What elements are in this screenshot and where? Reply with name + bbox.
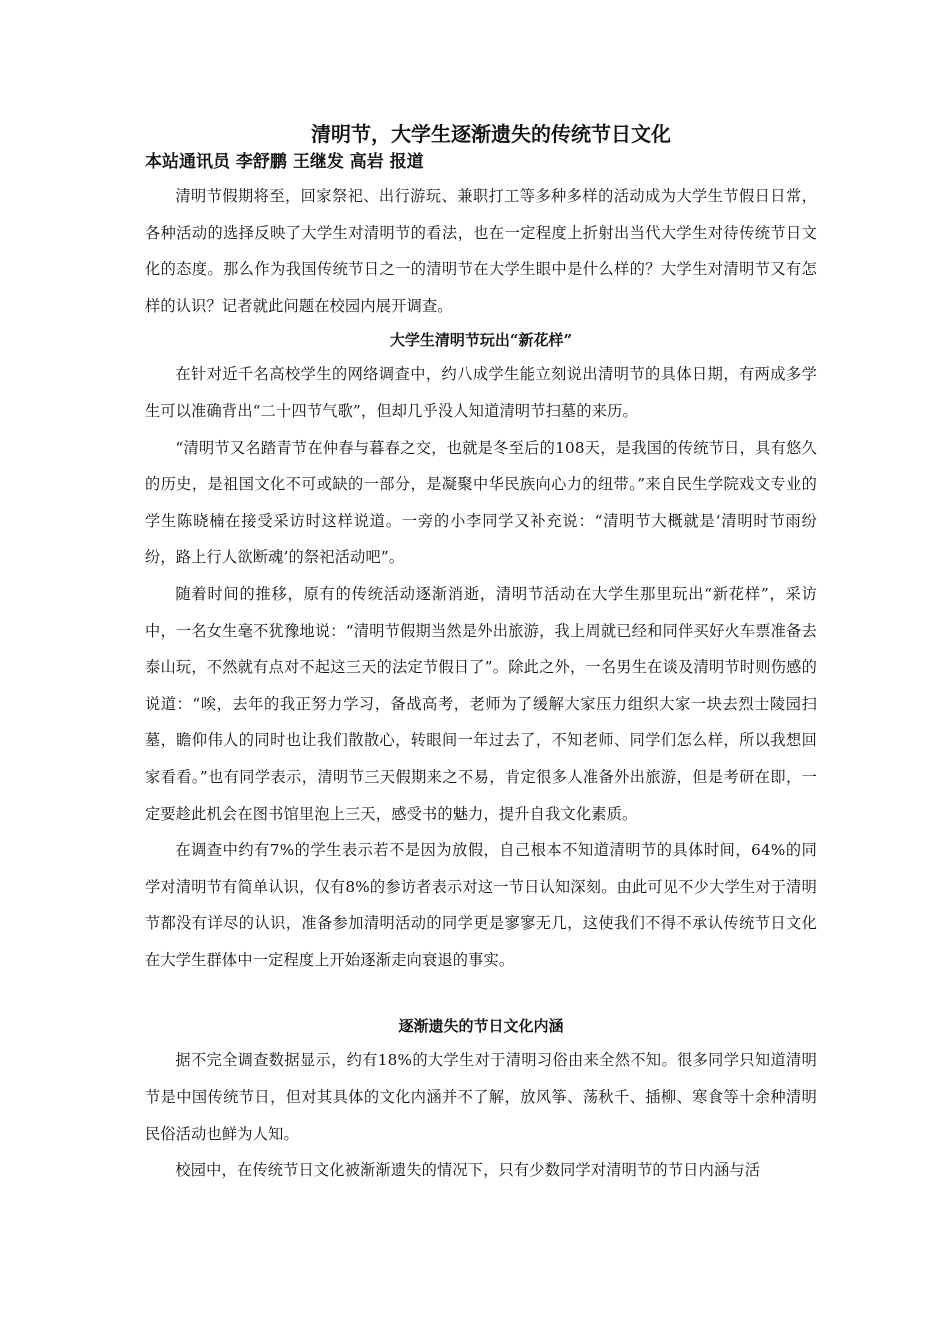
article-title: 清明节，大学生逐渐遗失的传统节日文化 — [311, 122, 671, 146]
intro-paragraph: 清明节假期将至，回家祭祀、出行游玩、兼职打工等多种多样的活动成为大学生节假日日常，各种活动的选择反映了大学生对清明节的看法，也在一定程度上折射出当代大学生对待传统节日文化的态度。那么作为我国传统节日之一的清明节在大学生眼中是什么样的？大学生对清明节又有怎样的认识？记者就此问题在校园内展开调查。 — [145, 187, 817, 315]
body-paragraph: 在调查中约有7%的学生表示若不是因为放假，自己根本不知道清明节的具体时间，64%的同学对清明节有简单认识，仅有8%的参访者表示对这一节日认知深刻。由此可见不少大学生对于清明节都没有详尽的认识，准备参加清明活动的同学更是寥寥无几，这使我们不得不承认传统节日文化在大学生群体中一定程度上开始逐渐走向衰退的事实。 — [145, 841, 817, 969]
body-paragraph: 据不完全调查数据显示，约有18%的大学生对于清明习俗由来全然不知。很多同学只知道清明节是中国传统节日，但对其具体的文化内涵并不了解，放风筝、荡秋千、插柳、寒食等十余种清明民俗活动也鲜为人知。 — [145, 1051, 817, 1143]
section-heading-lost-culture: 逐渐遗失的节日文化内涵 — [398, 1017, 564, 1036]
document-page — [145, 118, 817, 1189]
article-byline: 本站通讯员 李舒鹏 王继发 高岩 报道 — [145, 152, 424, 172]
body-paragraph: 在针对近千名高校学生的网络调查中，约八成学生能立刻说出清明节的具体日期，有两成多学生可以准确背出“二十四节气歌”，但却几乎没人知道清明节扫墓的来历。 — [145, 365, 817, 420]
body-paragraph: “清明节又名踏青节在仲春与暮春之交，也就是冬至后的108天，是我国的传统节日，具有悠久的历史，是祖国文化不可或缺的一部分，是凝聚中华民族向心力的纽带。”来自民生学院戏文专业的学生陈晓楠在接受采访时这样说道。一旁的小李同学又补充说：“清明节大概就是‘清明时节雨纷纷，路上行人欲断魂’的祭祀活动吧”。 — [145, 438, 817, 567]
body-paragraph: 校园中，在传统节日文化被渐渐遗失的情况下，只有少数同学对清明节的节日内涵与活 — [175, 1161, 761, 1180]
section-heading-new-tricks: 大学生清明节玩出“新花样” — [389, 331, 573, 350]
body-paragraph: 随着时间的推移，原有的传统活动逐渐消逝，清明节活动在大学生那里玩出“新花样”，采访中，一名女生毫不犹豫地说：“清明节假期当然是外出旅游，我上周就已经和同伴买好火车票准备去泰山玩，不然就有点对不起这三天的法定节假日了”。除此之外，一名男生在谈及清明节时则伤感的说道：“唉，去年的我正努力学习，备战高考，老师为了缓解大家压力组织大家一块去烈士陵园扫墓，瞻仰伟人的同时也让我们散散心，转眼间一年过去了，不知老师、同学们怎么样，所以我想回家看看。”也有同学表示，清明节三天假期来之不易，肯定很多人准备外出旅游，但是考研在即，一定要趁此机会在图书馆里泡上三天，感受书的魅力，提升自我文化素质。 — [145, 584, 817, 823]
